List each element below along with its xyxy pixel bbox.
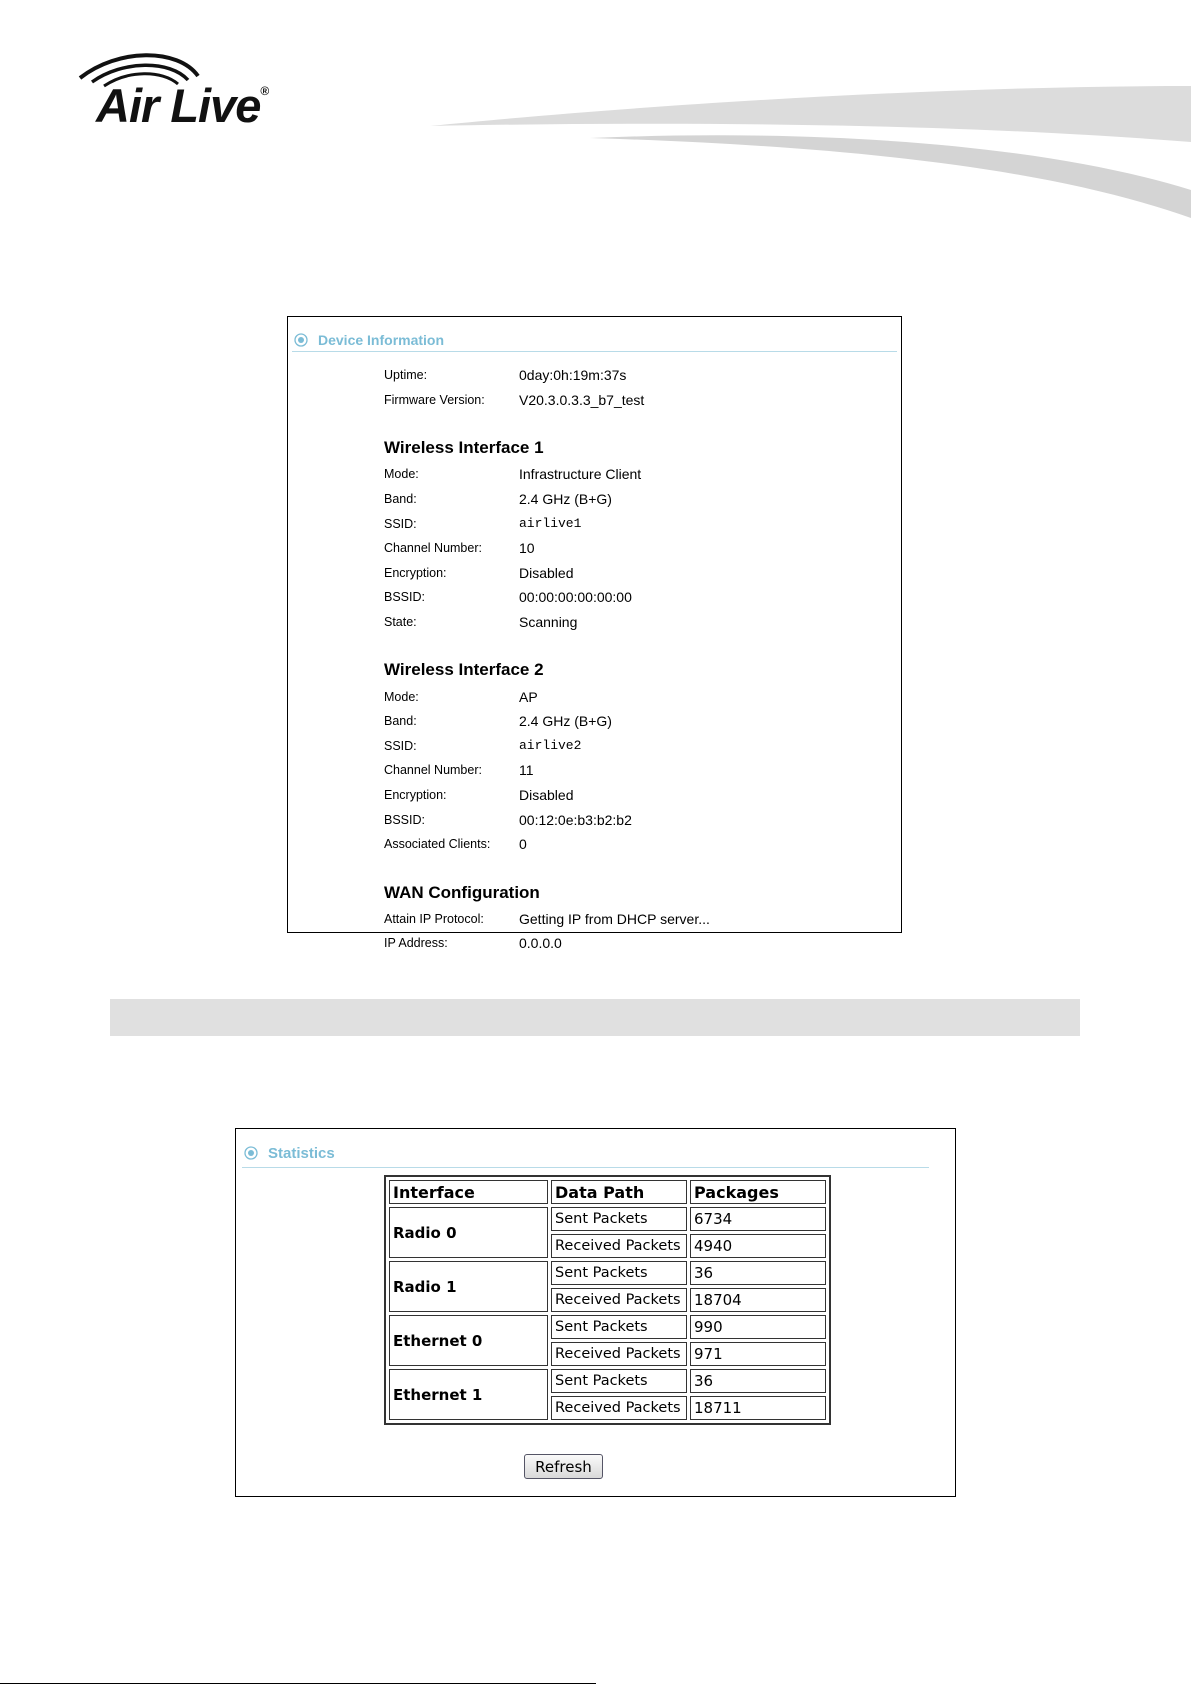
radio-target-icon [244,1146,258,1160]
info-row-uptime [384,363,884,388]
info-label: Channel Number: [384,541,482,556]
info-row [384,907,884,932]
info-label: SSID: [384,516,417,531]
info-label: Mode: [384,689,419,704]
info-value: Disabled [519,787,574,804]
info-value: 2.4 GHz (B+G) [519,491,612,508]
packages-cell: 18711 [690,1396,826,1420]
column-header-packages: Packages [690,1180,826,1204]
info-value: Getting IP from DHCP server... [519,910,710,927]
info-row [384,462,884,487]
info-row [384,734,884,759]
info-value: 0day:0h:19m:37s [519,367,627,384]
info-row [384,536,884,561]
device-information-title [292,329,444,351]
info-label: SSID: [384,738,417,753]
info-row [384,832,884,857]
info-row-firmware [384,388,884,413]
data-path-cell: Received Packets [551,1396,687,1420]
title-divider [292,351,897,352]
info-row [384,931,884,956]
device-info-list [384,363,884,956]
column-header-data-path: Data Path [551,1180,687,1204]
info-label: State: [384,615,417,630]
column-header-interface: Interface [389,1180,548,1204]
radio-target-icon [294,333,308,347]
info-row [384,807,884,832]
device-information-panel [287,316,902,952]
packages-cell: 4940 [690,1234,826,1258]
packages-cell: 971 [690,1342,826,1366]
airlive-logo [96,78,268,133]
info-label: Channel Number: [384,763,482,778]
registered-mark: ® [260,84,269,98]
info-value: Scanning [519,614,578,631]
table-header-row [389,1180,826,1204]
info-value: airlive1 [519,516,582,532]
info-label: Band: [384,492,417,507]
info-value: AP [519,688,538,705]
data-path-cell: Sent Packets [551,1207,687,1231]
info-value: airlive2 [519,738,582,754]
packages-cell: 36 [690,1369,826,1393]
table-row [389,1369,826,1393]
section-heading-wireless-2: Wireless Interface 2 [384,660,544,680]
packages-cell: 6734 [690,1207,826,1231]
packages-cell: 18704 [690,1288,826,1312]
info-label: Band: [384,714,417,729]
interface-cell: Radio 1 [389,1261,548,1312]
info-row [384,709,884,734]
data-path-cell: Received Packets [551,1342,687,1366]
info-row [384,758,884,783]
info-row [384,684,884,709]
footer-divider [0,1683,596,1684]
section-heading-wireless-1: Wireless Interface 1 [384,438,544,458]
statistics-title [242,1142,335,1164]
info-label: BSSID: [384,812,425,827]
panel-title-text: Statistics [268,1144,335,1162]
panel-title-text: Device Information [318,332,445,348]
header-swoosh [430,86,1191,226]
info-row [384,487,884,512]
info-value: 00:00:00:00:00:00 [519,589,632,606]
section-separator-bar [110,999,1080,1036]
refresh-button[interactable]: Refresh [524,1454,603,1479]
info-label: Encryption: [384,788,447,803]
logo-text: Air Live [96,79,261,132]
info-row [384,783,884,808]
packages-cell: 990 [690,1315,826,1339]
data-path-cell: Sent Packets [551,1261,687,1285]
title-divider [242,1167,929,1168]
info-value: 00:12:0e:b3:b2:b2 [519,811,632,828]
data-path-cell: Received Packets [551,1288,687,1312]
info-label: Firmware Version: [384,392,485,407]
interface-cell: Ethernet 0 [389,1315,548,1366]
table-row [389,1315,826,1339]
interface-cell: Radio 0 [389,1207,548,1258]
info-row [384,585,884,610]
info-label: Uptime: [384,368,428,383]
info-row [384,511,884,536]
info-value: 0 [519,836,527,853]
data-path-cell: Sent Packets [551,1315,687,1339]
data-path-cell: Sent Packets [551,1369,687,1393]
data-path-cell: Received Packets [551,1234,687,1258]
info-value: Infrastructure Client [519,466,642,483]
interface-cell: Ethernet 1 [389,1369,548,1420]
info-row [384,561,884,586]
info-label: Encryption: [384,565,447,580]
info-row [384,610,884,635]
info-label: IP Address: [384,936,448,951]
info-value: 2.4 GHz (B+G) [519,713,612,730]
table-row [389,1207,826,1231]
info-value: V20.3.0.3.3_b7_test [519,391,645,408]
info-value: 0.0.0.0 [519,935,562,952]
info-value: Disabled [519,564,574,581]
table-row [389,1261,826,1285]
statistics-panel [235,1128,956,1497]
info-label: Associated Clients: [384,837,491,852]
packages-cell: 36 [690,1261,826,1285]
info-value: 10 [519,540,535,557]
section-heading-wan: WAN Configuration [384,882,540,902]
info-label: Mode: [384,467,419,482]
info-label: BSSID: [384,590,425,605]
statistics-table [384,1175,831,1425]
info-value: 11 [519,762,534,779]
info-label: Attain IP Protocol: [384,911,484,926]
